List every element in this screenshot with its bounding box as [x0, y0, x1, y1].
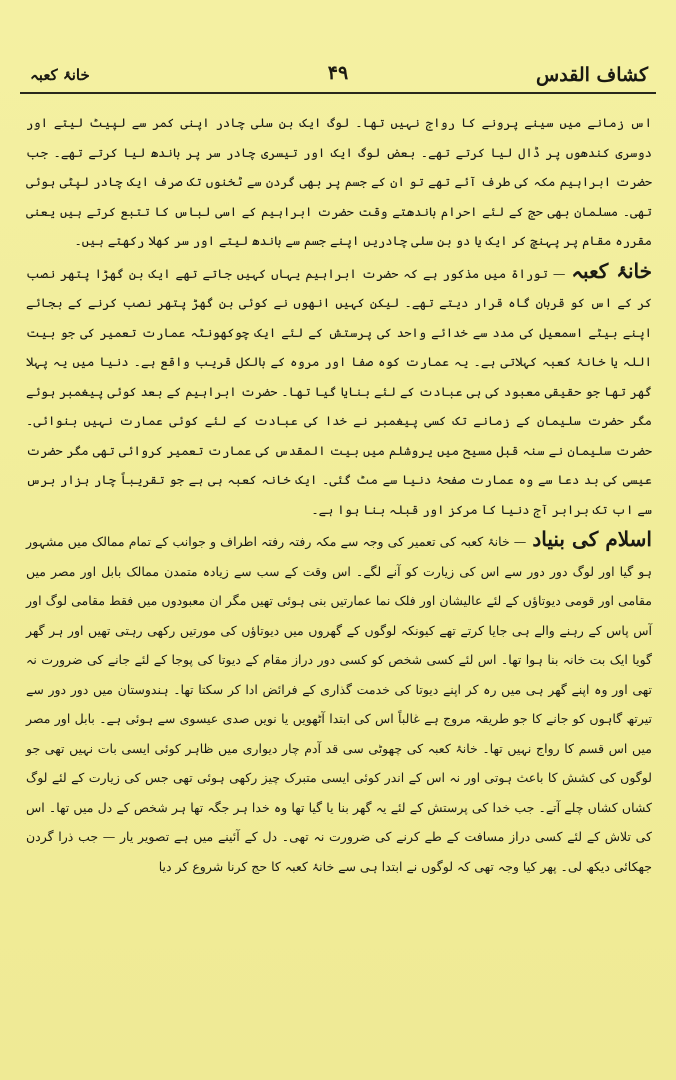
paragraph-text: — خانۂ کعبہ کی تعمیر کی وجہ سے مکہ رفتہ رفتہ اطراف و جوانب کے تمام ممالک میں مشہور ہو گیا اور لوگ دور دور سے اس کی زیارت کو آنے لگے۔ اس وقت کے سب سے زیادہ متمدن ممالک بابل اور مصر میں مقامی اور قومی دیوتاؤں کے لئے عالیشان اور فلک نما عمارتیں بنی ہوئی تھیں مگر ان معبودوں میں فقط مقامی لوگ اور آس پاس کے رہنے والے ہی جایا کرتے تھے کیونکہ لوگوں کے گھروں میں دیوتاؤں کی مورتیں رکھی رہتی تھیں اور ہر گھر گویا ایک بت خانہ بنا ہوا تھا۔ اس لئے کسی شخص کو کسی دور دراز مقام کے دیوتا کی پوجا کے لئے جانے کی ضرورت نہ تھی اور وہ اپنے گھر ہی میں رہ کر اپنے دیوتا کی خدمت گذاری کے فرائض ادا کر سکتا تھا۔ ہندوستان میں دور دور سے تیرتھ گاہوں کو جانے کا جو طریقہ مروج ہے غالباً اس کی ابتدا آٹھویں یا نویں صدی عیسوی سے ہوئی ہے۔ بابل اور مصر میں اس قسم کا رواج نہیں تھا۔ خانۂ کعبہ کی چھوٹی سی قد آدم چار دیواری میں ظاہر کوئی ایسی بات نہیں تھی جو لوگوں کی کشش کا باعث ہوتی اور نہ اس کے اندر کوئی ایسی متبرک چیز رکھی ہوئی تھی جس کی زیارت کے لئے لوگ کشاں کشاں چلے آتے۔ جب خدا کی پرستش کے لئے یہ گھر بنا یا گیا تھا وہ خدا ہر جگہ تھا ہر شخص کے دل میں تھا۔ اس کی تلاش کے لئے کسی دراز مسافت کے طے کرنے کی ضرورت نہ تھی۔ دل کے آئینے میں ہے تصویر یار — جب ذرا گردن جھکائی دیکھ لی۔ پھر کیا وجہ تھی کہ لوگوں نے ابتدا ہی سے خانۂ کعبہ کا حج کرنا شروع کر دیا	[26, 534, 652, 874]
page-number: ۴۹	[327, 62, 349, 84]
paragraph-intro	[26, 108, 652, 256]
section-title: خانۂ کعبہ	[30, 66, 90, 84]
paragraph-text: — توراۃ میں مذکور ہے کہ حضرت ابراہیم یہاں کہیں جاتے تھے ایک بن گھڑا پتھر نصب کر کے اس کو قربان گاہ قرار دیتے تھے۔ لیکن کہیں انھوں نے کوئی بن گھڑ پتھر نصب کرنے کے بجائے اپنے بیٹے اسمعیل کی مدد سے خدائے واحد کی پرستش کے لئے ایک چوکھونٹہ عمارت تعمیر کی جو بیت اللہ یا خانۂ کعبہ کہلاتی ہے۔ یہ عمارت کوہ صفا اور مروہ کے بالکل قریب واقع ہے۔ دنیا میں یہ پہلا گھر تھا جو حقیقی معبود کی ہی عبادت کے لئے بنایا گیا تھا۔ حضرت ابراہیم کے بعد کوئی پیغمبر ہوئے مگر حضرت سلیمان کے زمانے تک کسی پیغمبر نے خدا کی عبادت کے لئے کوئی عمارت نہیں بنوائی۔ حضرت سلیمان نے سنہ قبل مسیح میں یروشلم میں بیت المقدس کی عمارت تعمیر کروائی تھی مگر حضرت عیسی کی بد دعا سے وہ عمارت صفحۂ دنیا سے مٹ گئی۔ ایک خانہ کعبہ ہی ہے جو تقریباً چار ہزار برس سے اب تک برابر آج دنیا کا مرکز اور قبلہ بنا ہوا ہے۔	[26, 265, 652, 517]
book-title: کشاف القدس	[536, 64, 648, 86]
page-body	[26, 108, 652, 1046]
paragraph-islam-foundation	[26, 525, 652, 881]
paragraph-kaaba	[26, 257, 652, 525]
paragraph-text: اس زمانے میں سینے پرونے کا رواج نہیں تھا۔ لوگ ایک بن سلی چادر اپنی کمر سے لپیٹ لیتے اور دوسری کندھوں پر ڈال لیا کرتے تھے۔ بعض لوگ ایک اور تیسری چادر سر پر باندھ لیا کرتے تھے۔ جب حضرت ابراہیم مکہ کی طرف آئے تھے تو ان کے جسم پر بھی گردن سے ٹخنوں تک صرف ایک چادر لپٹی ہوئی تھی۔ مسلمان بھی حج کے لئے احرام باندھتے وقت حضرت ابراہیم کے اسی لباس کا تتبع کرتے ہیں یعنی مقررہ مقام پر پہنچ کر ایک یا دو بن سلی چادریں اپنے جسم سے باندھ لیتے اور سر کھلا رکھتے ہیں۔	[26, 115, 652, 248]
section-heading-islam-foundation: اسلام کی بنیاد	[532, 527, 652, 551]
section-heading-kaaba: خانۂ کعبہ	[571, 258, 652, 283]
page-header	[20, 58, 656, 94]
header-rule	[20, 92, 656, 94]
